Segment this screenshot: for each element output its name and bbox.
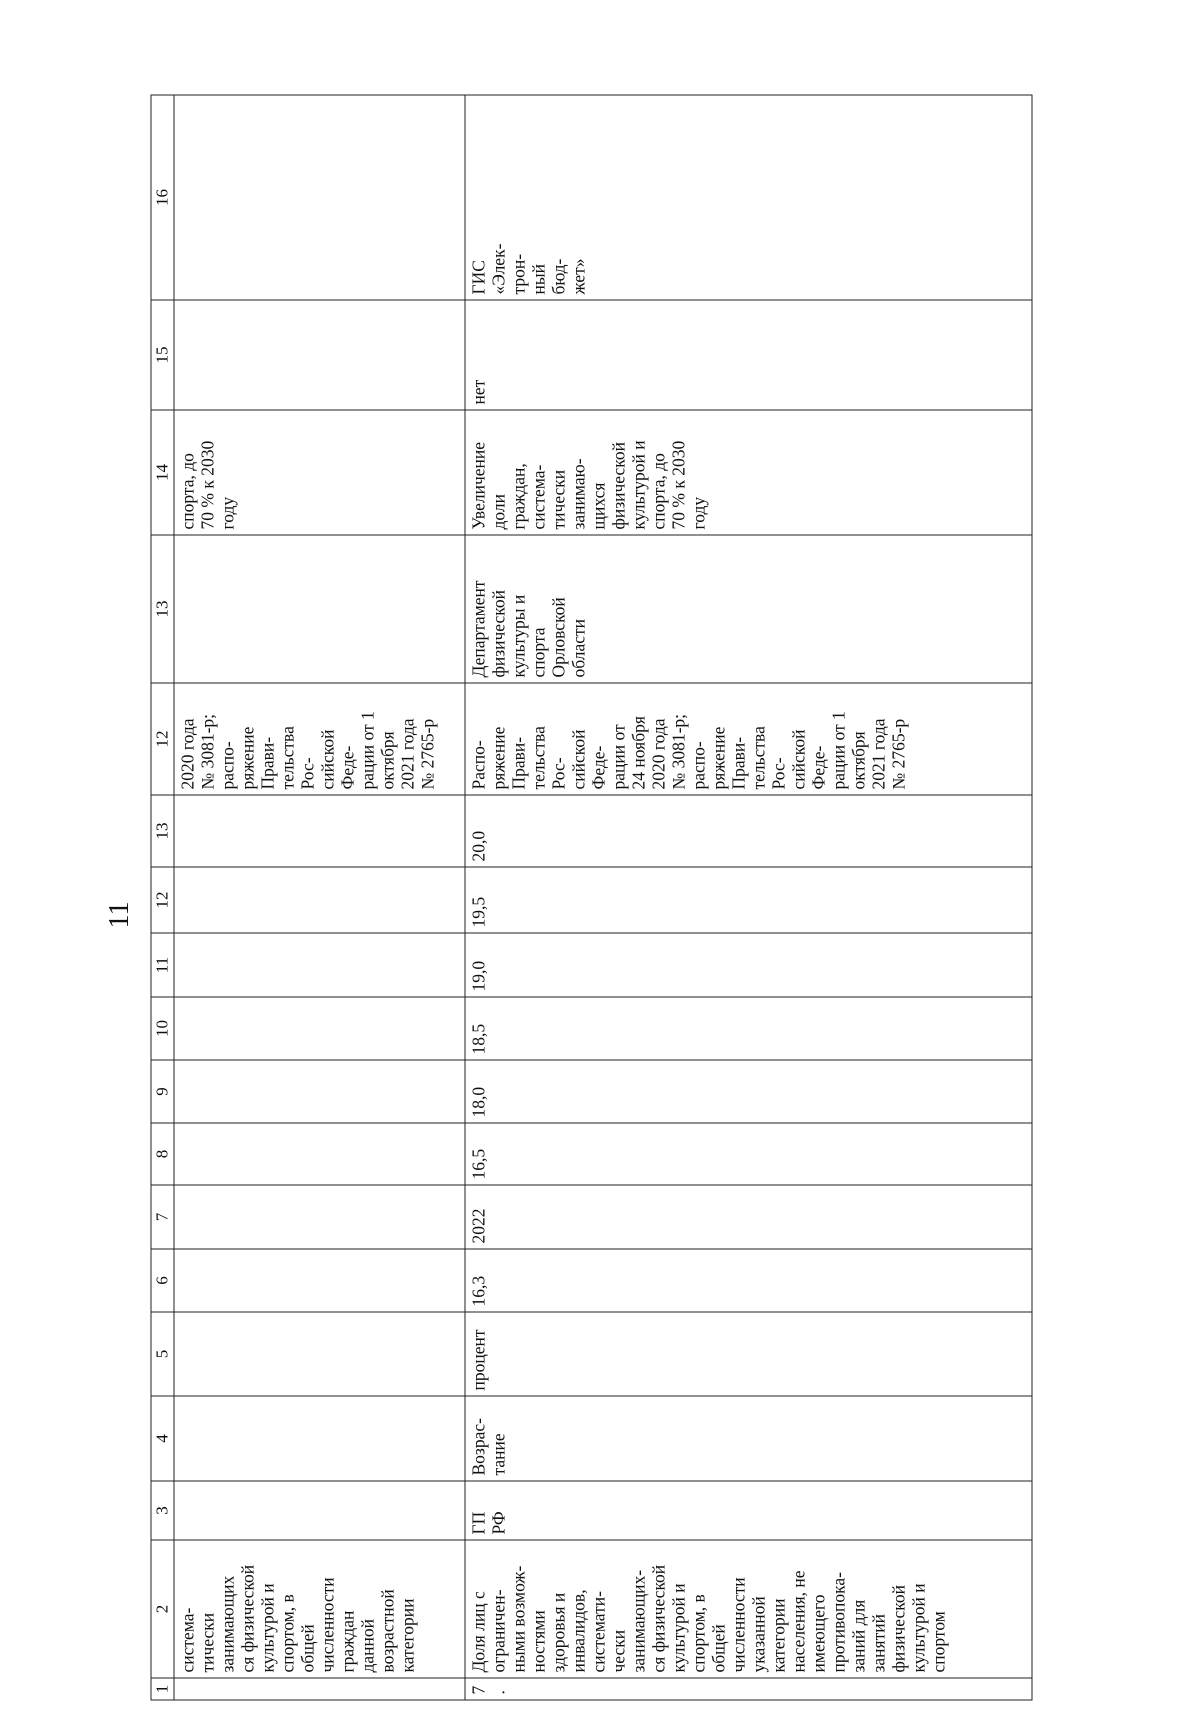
header-cell: 11: [151, 933, 174, 997]
header-cell: 14: [151, 410, 174, 535]
header-cell: 3: [151, 1481, 174, 1540]
table-cell: 7.: [465, 1678, 1032, 1700]
table-cell: 16,5: [465, 1123, 1032, 1185]
table-cell: Увеличение доли граждан, система- тически занимаю- щихся физической культурой и спорта, до 70 % к 2030 году: [465, 410, 1032, 535]
header-cell: 4: [151, 1396, 174, 1481]
table-cell: Возрас- тание: [465, 1396, 1032, 1481]
table-cell: 19,0: [465, 933, 1032, 997]
table-cell: [174, 1185, 465, 1249]
table-cell: ГП РФ: [465, 1481, 1032, 1540]
header-cell: 15: [151, 300, 174, 410]
table-cell: 20,0: [465, 795, 1032, 867]
header-cell: 6: [151, 1249, 174, 1312]
table-cell: 18,5: [465, 997, 1032, 1060]
header-cell: 7: [151, 1185, 174, 1249]
table-cell: [174, 300, 465, 410]
table-header-row: [151, 95, 174, 1700]
table-cell: [174, 933, 465, 997]
table-cell: Распо- ряжение Прави- тельства Рос- сийской Феде- рации от 24 ноября 2020 года № 3081-р; распо- ряжение Прави- тельства Рос- сийской Феде- рации от 1 октября 2021 года № 2765-р: [465, 683, 1032, 795]
table-cell: [174, 867, 465, 933]
table-cell: [174, 1481, 465, 1540]
table-cell: нет: [465, 300, 1032, 410]
table-row-continuation: [174, 95, 465, 1700]
table-cell: ГИС «Элек- трон- ный бюд- жет»: [465, 95, 1032, 300]
table-cell: процент: [465, 1312, 1032, 1396]
table-cell: 19,5: [465, 867, 1032, 933]
table-cell: система- тически занимающих ся физической культурой и спортом, в общей численности граждан данной возрастной категории: [174, 1540, 465, 1678]
table-cell: [174, 1123, 465, 1185]
header-cell: 1: [151, 1678, 174, 1700]
header-cell: 10: [151, 997, 174, 1060]
header-cell: 16: [151, 95, 174, 300]
page-number: 11: [104, 901, 135, 929]
table-cell: [174, 997, 465, 1060]
indicators-table: [150, 94, 1032, 1700]
table-cell: 18,0: [465, 1060, 1032, 1123]
table-cell: [174, 1249, 465, 1312]
header-cell: 13: [151, 795, 174, 867]
header-cell: 12: [151, 683, 174, 795]
table-cell: [174, 1396, 465, 1481]
header-cell: 8: [151, 1123, 174, 1185]
header-cell: 13: [151, 535, 174, 683]
table-cell: [174, 95, 465, 300]
table-cell: Департамент физической культуры и спорта Орловской области: [465, 535, 1032, 683]
table-cell: [174, 1678, 465, 1700]
table-cell: 2022: [465, 1185, 1032, 1249]
header-cell: 12: [151, 867, 174, 933]
table-cell: спорта, до 70 % к 2030 году: [174, 410, 465, 535]
table-row-7: [465, 95, 1032, 1700]
table-cell: 16,3: [465, 1249, 1032, 1312]
table-cell: [174, 535, 465, 683]
table-cell: [174, 1312, 465, 1396]
header-cell: 5: [151, 1312, 174, 1396]
table-cell: [174, 795, 465, 867]
table-cell: 2020 года № 3081-р; распо- ряжение Прави- тельства Рос- сийской Феде- рации от 1 октября 2021 года № 2765-р: [174, 683, 465, 795]
header-cell: 2: [151, 1540, 174, 1678]
table-cell: [174, 1060, 465, 1123]
table-cell: Доля лиц с ограничен- ными возмож- ностями здоровья и инвалидов, системати- чески занимающих- ся физической культурой и спортом, в общей численности указанной категории населения, не имеющего противопока- заний для занятий физической культурой и спортом: [465, 1540, 1032, 1678]
header-cell: 9: [151, 1060, 174, 1123]
table-rotated-container: [150, 95, 1052, 1700]
